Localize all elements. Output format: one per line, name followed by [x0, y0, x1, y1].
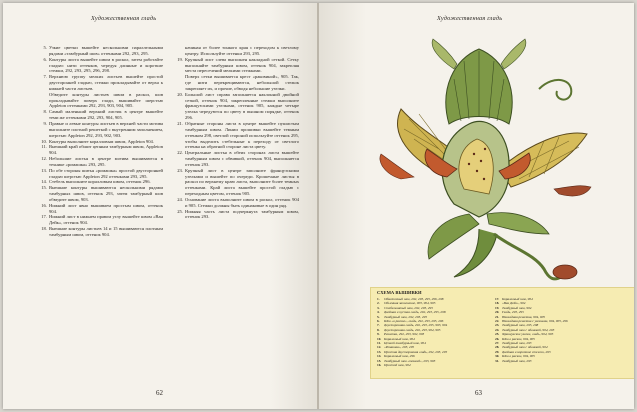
item-text: Тамбурный шов «тонкий», 293, 903 — [384, 358, 436, 363]
item-number: 3. — [377, 305, 380, 310]
list-item — [173, 150, 299, 168]
item-number: 8. — [377, 327, 380, 332]
item-text: Стебельчатый шов, 292, 293, 295 — [384, 305, 433, 310]
item-text: Нижний лист явно вышиваем простым швом, оттенок 904. — [49, 202, 163, 214]
list-item — [37, 57, 163, 75]
item-number: 22. — [495, 319, 500, 324]
item-number: 15. — [377, 358, 382, 363]
item-text: Простой шов, 904 — [384, 363, 411, 368]
item-number: 24. — [495, 327, 500, 332]
item-text: Коралловый шов, 904 — [384, 336, 415, 341]
item-number: 12. — [377, 345, 382, 350]
list-item — [37, 121, 163, 139]
item-text: Шов в раскол, 904, 905 — [502, 354, 535, 359]
item-number: 6. — [377, 319, 380, 324]
item-number: 10. — [41, 138, 47, 144]
item-text: Тамбурный шов, 293 — [502, 341, 532, 346]
list-item — [495, 359, 605, 363]
page-number: 62 — [156, 389, 163, 397]
list-item — [173, 121, 299, 150]
item-text: Простая двусторонняя гладь, 292, 293, 295 — [384, 349, 448, 354]
list-item — [37, 185, 163, 203]
right-leaf-shape — [499, 133, 587, 187]
item-number: 1. — [377, 297, 380, 301]
item-number: 6. — [43, 56, 47, 62]
lower-left-leaf-shape — [428, 214, 479, 259]
legend-column-1 — [377, 297, 493, 368]
item-text: Нижний лист в нижнем правом углу вышейте швом «Ван Дейк», оттенок 904. — [49, 214, 163, 226]
item-number: 14. — [377, 354, 382, 359]
item-text: «Ромашка», 293, 295 — [384, 345, 415, 350]
top-right-sprig-shape — [501, 39, 526, 69]
item-number — [173, 45, 185, 57]
item-text: Обведите контуры листьев швом в раскол, шов прокладывайте поверх глади, вышивайте шерстью Appleton оттенками 292, 293, 903, 904, 905. — [49, 91, 163, 109]
item-text: Накладная решетка, 904, 905 — [502, 314, 545, 319]
item-number: 27. — [495, 341, 500, 346]
item-number: 19. — [495, 305, 500, 310]
item-number: 20. — [495, 310, 500, 315]
item-text: Накладная решетка с узелками, 904, 905, 296 — [502, 319, 568, 324]
item-number: 8. — [43, 109, 47, 115]
item-text: Небольшие листья в центре мотива вышиваются в технике «ромашка» 293, 295. — [49, 156, 163, 167]
item-number: 13. — [41, 167, 47, 173]
item-number: 25. — [177, 208, 183, 214]
right-curl-shape — [539, 80, 571, 100]
item-number: 10. — [377, 336, 382, 341]
item-number: 17. — [41, 214, 47, 220]
item-text: Контуры выполните коралловым швом, Appleton 904. — [49, 138, 154, 144]
item-text: Тамбурный шов, 293 — [502, 358, 532, 363]
item-number: 7. — [377, 323, 380, 328]
item-text: Двусторонняя гладь, 292, 293, 904, 905 — [384, 327, 441, 332]
item-text: Цепной тамбурный шов, 904 — [384, 341, 426, 346]
item-text: Тамбурный шов, 904 — [502, 305, 532, 310]
left-page — [3, 3, 318, 409]
stitch-legend — [370, 287, 634, 379]
list-item — [173, 92, 299, 121]
item-text: Шов в раскол, 904, 905 — [502, 336, 535, 341]
item-number: 11. — [377, 341, 382, 346]
item-text: Коралловый шов, 904 — [502, 297, 533, 301]
item-text: Правые и левые контуры листьев в верхней части мотива выполните плотной решеткой с внутренним заполнением, шерстью Appleton 292, 293, 902, 903. — [49, 120, 163, 138]
item-text: Самый маленький верхний листик в центре вышейте теми же оттенками 292, 293, 904, 905. — [49, 109, 163, 121]
item-text: Крупный лист в центре заполните французскими узелками и вышейте по очереди. Крошечные листья в раскол по верхнему краю листа, выполните более темных оттенками. Край листа вышейте простой гладью с переходным цветом, оттенок 905. — [185, 167, 299, 197]
far-right-leaf-shape — [554, 186, 591, 196]
item-number: 23. — [177, 167, 183, 173]
item-text: Двойная и пустая гладь, 292, 293, 295, 298 — [384, 310, 446, 315]
page-number: 63 — [475, 389, 482, 397]
list-item — [37, 92, 163, 110]
item-text: Двусторонняя гладь, 292, 293, 295, 903, 904 — [384, 323, 448, 328]
item-number: 15. — [41, 185, 47, 191]
item-number: 24. — [177, 196, 183, 202]
list-item — [37, 109, 163, 121]
item-text: Узкие цветки вышейте несколькими параллельными рядами «тамбурный шов» оттенками 292, 293, 295. — [49, 45, 163, 56]
item-text: Большой лист справа заполняется наклонной двойной сеткой, оттенок 904, закрепленные стежки выполните французскими узелками, оттенок 905, каждые четыре узелка чередуются по цвету в пышном порядке, оттенок 296. — [185, 91, 299, 121]
item-text: Шов «в раскол», гладь, 292, 293, 295, 296 — [384, 319, 444, 324]
list-item — [377, 363, 493, 367]
item-text: Решетка, 292, 293, 902, 903 — [384, 332, 425, 337]
item-number: 18. — [495, 301, 500, 306]
item-number: 9. — [43, 120, 47, 126]
item-text: Коралловый шов, 296 — [384, 354, 415, 359]
item-number: 20. — [177, 91, 183, 97]
jacobean-flower-illustration — [329, 29, 625, 291]
item-number — [173, 74, 185, 92]
item-number: 16. — [41, 202, 47, 208]
item-number: 5. — [43, 45, 47, 50]
right-page — [319, 3, 634, 409]
list-item — [37, 156, 163, 168]
item-text: Гладь, 293, 295 — [502, 310, 524, 315]
item-number: 19. — [177, 56, 183, 62]
item-number: 29. — [495, 349, 500, 354]
item-text: Тамбурный шов, 295, 298 — [502, 323, 539, 328]
item-number: 7. — [43, 74, 47, 80]
item-number: 13. — [377, 349, 382, 354]
list-item — [37, 226, 163, 238]
bud-shape — [553, 265, 577, 279]
legend-column-2 — [495, 297, 605, 363]
legend-title: СХЕМА ВЫШИВКИ — [377, 290, 422, 295]
item-number: 14. — [41, 179, 47, 185]
item-text: «Ван Дейк», 904 — [502, 301, 526, 306]
list-item — [173, 45, 299, 57]
item-number: 9. — [377, 332, 380, 337]
item-number: 2. — [377, 301, 380, 306]
list-item — [37, 144, 163, 156]
far-left-leaf-shape — [380, 154, 414, 179]
item-number: 5. — [377, 314, 380, 319]
item-text: Верхнюю группу мелких листьев вышейте простой двусторонней гладью, стежки прокладывайте от верха к нижней части листьев. — [49, 74, 163, 91]
item-number: 18. — [41, 226, 47, 232]
item-text: Стебель выполните коралловым швом, оттенок 296. — [49, 179, 151, 185]
list-item — [37, 168, 163, 180]
item-text: Французские узелки, гладь, 904, 905 — [502, 332, 554, 337]
item-number: 28. — [495, 345, 500, 350]
item-number: 17. — [495, 297, 500, 301]
item-text: Поверх сетки вышивается крест «раковиной», 905. Так, где нити перекрещиваются, небольшой стежок закрепляет их, и прочие, обводя небольшие узелки. — [185, 74, 299, 91]
item-number: 4. — [377, 310, 380, 315]
running-head: Художественная гладь — [437, 15, 503, 22]
item-text: Обметочный шов, 292, 293, 295, 296, 298 — [384, 297, 444, 301]
item-number: 31. — [495, 358, 500, 363]
item-text: Внешние контуры листьев 14 и 15 вышиваются плотным тамбурным швом, оттенок 904. — [49, 226, 163, 237]
item-number: 25. — [495, 332, 500, 337]
item-number — [37, 92, 49, 110]
item-text: Контуры листа вышейте швом в раскол, затем работайте гладью: нити оттенков, чередуя длинные и короткие стежки, 292, 293, 295, 296, 298. — [49, 56, 163, 74]
item-text: Обратные стороны листа в центре вышейте пушистым тамбурным швом. Линии прошивки вышейте темным оттенком 298, светлой стороной используйте оттенок 295, чтобы выделить стебельные к переходу от светлого оттенка на обратной стороне листа цвету. — [185, 120, 299, 150]
item-number: 21. — [177, 120, 183, 126]
list-item — [37, 74, 163, 92]
item-text: Тамбурный шов, 292, 293, 295 — [384, 314, 428, 319]
item-text: Тамбурный шов с обвивкой, 904 — [502, 345, 548, 350]
list-item — [37, 203, 163, 215]
item-text: Двойная и короткие стежки, 293 — [502, 349, 551, 354]
text-column-2 — [173, 45, 299, 220]
item-text: Внешние контуры вышиваются несколькими рядами тамбурных швов, оттенок 293, затем тамбурный шов обведите швом, 903. — [49, 185, 163, 202]
list-item — [173, 74, 299, 92]
item-text: Тамбурный шов с обвивкой, 904, 293 — [502, 327, 555, 332]
item-text: По обе стороны шитья «ромашка» простой двусторонней гладью шерстью Appleton 292 оттенками 293, 295. — [49, 167, 163, 179]
top-left-sprig-shape — [432, 39, 457, 69]
item-number: 22. — [177, 150, 183, 156]
running-head: Художественная гладь — [91, 15, 157, 22]
item-text: Центральные листья в обеих сторонах листа вышейте тамбурным швом с обвивкой, оттенок 904, выполняется оттенок 293. — [185, 150, 299, 167]
item-text: Основание листа выполните швом в раскол, оттенок 904 и 905. Стежки должны быть одинаковые в один ряд. — [185, 196, 299, 208]
item-number: 12. — [41, 156, 47, 162]
list-item — [173, 209, 299, 221]
list-item — [173, 197, 299, 209]
item-number: 21. — [495, 314, 500, 319]
item-text: начиная от более тонкого края с переходом к светлому центру. Используйте оттенки 293, 295. — [185, 45, 299, 56]
item-number: 11. — [41, 144, 47, 150]
item-number: 30. — [495, 354, 500, 359]
item-number: 23. — [495, 323, 500, 328]
list-item — [173, 57, 299, 75]
item-number: 26. — [495, 336, 500, 341]
item-number: 16. — [377, 363, 382, 368]
list-item — [37, 45, 163, 57]
item-text: Крупный лист слева выполнен накладной сеткой. Сетку выполняйте тамбурным швом, оттенок 904, закрепляя места пересечений мелкими стежками. — [185, 56, 299, 74]
item-text: Внешний край обшит цепным тамбурным швом, Appleton 904. — [49, 144, 163, 156]
item-text: Нижняя часть листа подчеркнута тамбурным швом, оттенок 293. — [185, 208, 299, 220]
item-text: Объемная заполнение, 903, 904, 905 — [384, 301, 436, 306]
stem-right-shape — [494, 234, 561, 279]
list-item — [37, 214, 163, 226]
book-spread — [3, 3, 634, 409]
lower-right-leaf-shape — [487, 213, 549, 234]
text-column-1 — [37, 45, 163, 238]
list-item — [173, 168, 299, 197]
